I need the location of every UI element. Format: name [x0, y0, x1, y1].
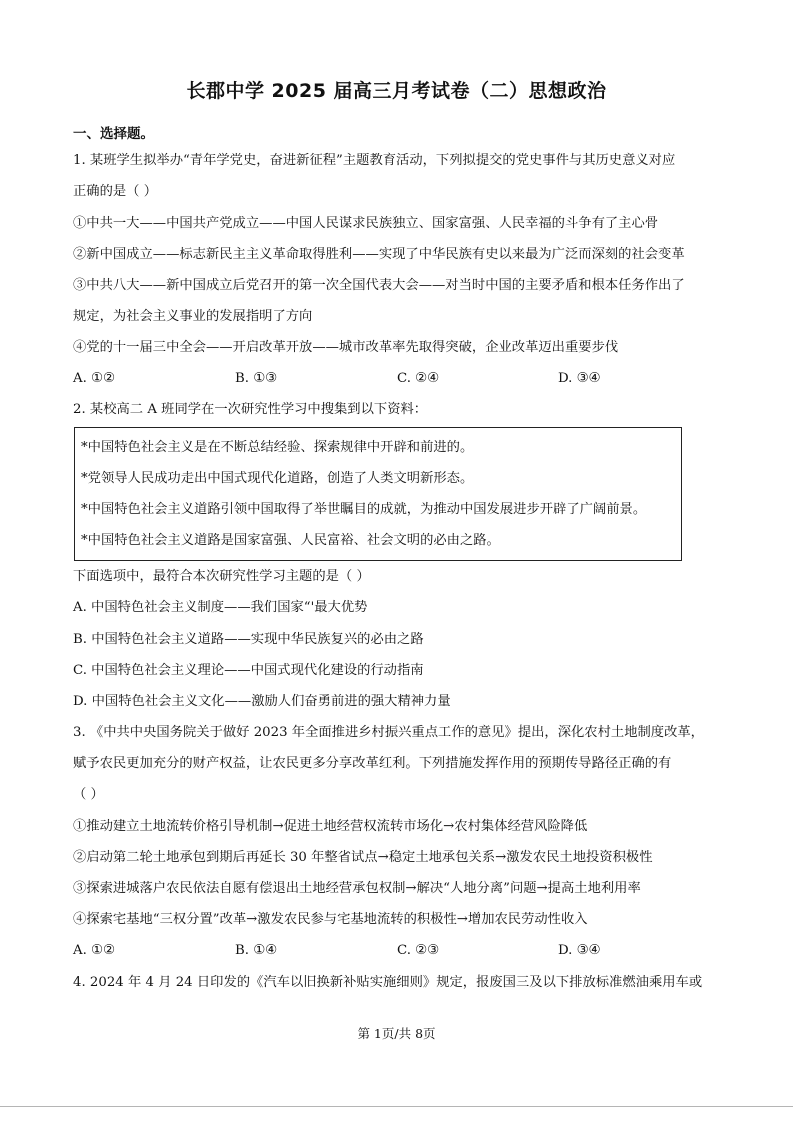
q1-item-2: ②新中国成立——标志新民主主义革命取得胜利——实现了中华民族有史以来最为广泛而深刻的社会变革 [73, 247, 685, 262]
q3-item-3: ③探索进城落户农民依法自愿有偿退出土地经营承包权制→解决“人地分离”问题→提高土地利用率 [73, 881, 641, 896]
q1-item-3-cont: 规定，为社会主义事业的发展指明了方向 [73, 309, 313, 324]
q3-item-1: ①推动建立土地流转价格引导机制→促进土地经营权流转市场化→农村集体经营风险降低 [73, 819, 588, 834]
q3-option-d: D. ③④ [558, 943, 601, 958]
q1-item-1: ①中共一大——中国共产党成立——中国人民谋求民族独立、国家富强、人民幸福的斗争有了主心骨 [73, 216, 659, 231]
q3-item-2: ②启动第二轮土地承包到期后再延长 30 年整省试点→稳定土地承包关系→激发农民土地投资积极性 [73, 850, 653, 865]
q2-stem: 2. 某校高二 A 班同学在一次研究性学习中搜集到以下资料： [73, 402, 428, 417]
bottom-divider [0, 1106, 793, 1107]
q3-option-b: B. ①④ [235, 943, 278, 958]
q2-material-3: *中国特色社会主义道路引领中国取得了举世瞩目的成就，为推动中国发展进步开辟了广阔前景。 [81, 502, 647, 517]
q3-stem-line-2: 赋予农民更加充分的财产权益，让农民更多分享改革红利。下列措施发挥作用的预期传导路径正确的有 [73, 756, 672, 771]
q2-option-c: C. 中国特色社会主义理论——中国式现代化建设的行动指南 [73, 663, 424, 678]
q2-material-4: *中国特色社会主义道路是国家富强、人民富裕、社会文明的必由之路。 [81, 533, 500, 548]
q3-item-4: ④探索宅基地“三权分置”改革→激发农民参与宅基地流转的积极性→增加农民劳动性收入 [73, 912, 588, 927]
q2-material-1: *中国特色社会主义是在不断总结经验、探索规律中开辟和前进的。 [81, 440, 474, 455]
q2-option-a: A. 中国特色社会主义制度——我们国家“'最大优势 [73, 600, 368, 615]
q1-option-b: B. ①③ [235, 371, 278, 386]
q3-stem-line-1: 3. 《中共中央国务院关于做好 2023 年全面推进乡村振兴重点工作的意见》提出，深化农村土地制度改革， [73, 725, 704, 740]
q1-option-d: D. ③④ [558, 371, 601, 386]
q3-option-c: C. ②③ [397, 943, 439, 958]
q3-option-a: A. ①② [73, 943, 115, 958]
q1-option-c: C. ②④ [397, 371, 439, 386]
q2-material-box [74, 427, 682, 561]
page-title: 长郡中学 2025 届高三月考试卷（二）思想政治 [186, 80, 607, 102]
q1-option-a: A. ①② [73, 371, 115, 386]
page-number: 第 1页/共 8页 [357, 1026, 436, 1041]
q2-question: 下面选项中，最符合本次研究性学习主题的是（ ） [73, 569, 370, 584]
section-heading: 一、选择题。 [73, 126, 154, 142]
q2-option-d: D. 中国特色社会主义文化——激励人们奋勇前进的强大精神力量 [73, 694, 451, 709]
q1-item-3: ③中共八大——新中国成立后党召开的第一次全国代表大会——对当时中国的主要矛盾和根本任务作出了 [73, 278, 685, 293]
q1-item-4: ④党的十一届三中全会——开启改革开放——城市改革率先取得突破，企业改革迈出重要步伐 [73, 340, 619, 355]
q2-option-b: B. 中国特色社会主义道路——实现中华民族复兴的必由之路 [73, 632, 424, 647]
q2-material-2: *党领导人民成功走出中国式现代化道路，创造了人类文明新形态。 [81, 471, 474, 486]
q4-stem-line-1: 4. 2024 年 4 月 24 日印发的《汽车以旧换新补贴实施细则》规定，报废国三及以下排放标准燃油乘用车或 [73, 975, 703, 990]
q1-stem-line-1: 1. 某班学生拟举办“青年学党史，奋进新征程”主题教育活动，下列拟提交的党史事件与其历史意义对应 [73, 153, 676, 168]
q1-stem-line-2: 正确的是（ ） [73, 184, 158, 199]
q3-stem-line-3: （ ） [73, 787, 104, 802]
